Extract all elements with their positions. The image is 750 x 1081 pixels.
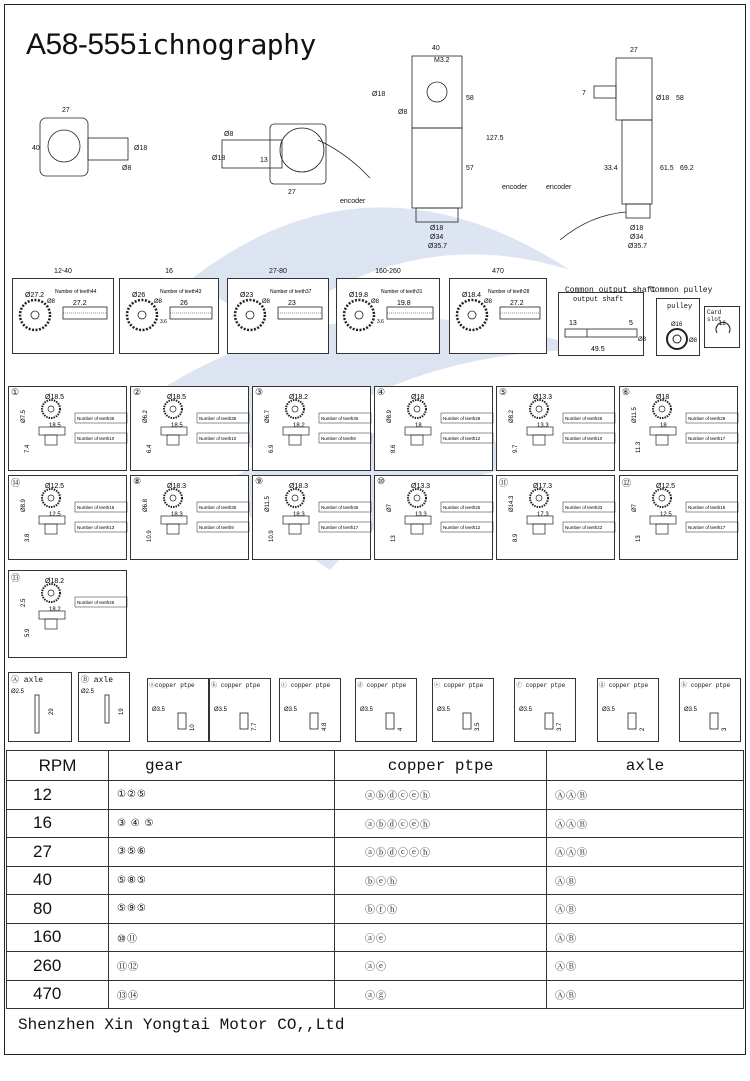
dim-iso-13: 13: [260, 157, 268, 164]
axle-name: Ⓑ axle: [81, 676, 114, 685]
title-suffix: ichnography: [135, 28, 316, 61]
axle-set: ⒶⒶⒷ: [547, 809, 744, 838]
copper-name: ⓖ copper ptpe: [599, 682, 649, 689]
gear-side: 10.9: [147, 530, 153, 542]
small-gear-circle: [286, 489, 304, 507]
gear-teeth-2: Number of teeth9: [199, 525, 234, 530]
output-gear-panel: [12, 278, 114, 354]
gear-teeth-2: Number of teeth22: [565, 525, 603, 530]
rpm-value: 12: [7, 781, 109, 810]
gear-number: ③: [255, 387, 264, 397]
gear-teeth-2: Number of teeth12: [443, 525, 481, 530]
gear-diameter: Ø12.5: [656, 483, 676, 490]
gear-teeth-2: Number of teeth10: [199, 436, 237, 441]
gear-teeth-2: Number of teeth17: [688, 525, 726, 530]
small-gear-panel: [252, 475, 371, 560]
axle-set: ⒶⒷ: [547, 866, 744, 895]
gear-set: ⑩⑪: [109, 923, 335, 952]
encoder-label-front: encoder: [502, 184, 528, 191]
output-gear-panel: [336, 278, 440, 354]
copper-diameter: Ø3.5: [152, 707, 166, 713]
gear-number: ⑨: [255, 476, 264, 486]
gear-diameter: Ø18.2: [289, 394, 309, 401]
axle-length: 29: [49, 708, 55, 715]
dim-front-40: 40: [432, 45, 440, 52]
copper-set: ⓑⓔⓗ: [335, 866, 547, 895]
gear-teeth-2: Number of teeth17: [321, 525, 359, 530]
rpm-value: 260: [7, 952, 109, 981]
gear-side: 10.9: [269, 530, 275, 542]
shaft-dim-d8: Ø8: [638, 337, 647, 343]
gear-teeth-1: Number of teeth35: [199, 416, 237, 421]
card-slot-dim: 12: [719, 321, 726, 327]
small-gear-circle: [164, 400, 182, 418]
gear-hub: Ø7: [387, 503, 393, 512]
copper-tube-panel: [597, 678, 659, 742]
gear-hub: Ø7.5: [21, 409, 27, 423]
gear-teeth-1: Number of teeth25: [443, 505, 481, 510]
copper-tube-panel: [209, 678, 271, 742]
copper-set: ⓐⓔ: [335, 923, 547, 952]
output-gear-rpm-label: 160-260: [375, 268, 401, 275]
gear-length: 23: [288, 300, 296, 307]
pulley-title: Common pulley: [650, 286, 713, 295]
output-gear-rpm-label: 470: [492, 268, 504, 275]
small-gear-circle: [42, 584, 60, 602]
small-gear-panel: [130, 475, 249, 560]
gear-width: 12.5: [660, 512, 672, 518]
gear-shaft: Ø8: [262, 299, 271, 305]
card-slot-label: Card slot: [707, 309, 722, 323]
gear-hub: Ø11.5: [265, 496, 271, 512]
gear-od: Ø26: [132, 292, 146, 299]
shaft-dim-495: 49.5: [591, 346, 605, 353]
small-gear-panel: [374, 386, 493, 471]
copper-tube-panel: [147, 678, 209, 742]
gear-number: ⑬: [11, 573, 21, 583]
gear-diameter: Ø12.5: [45, 483, 65, 490]
iso-shaft: [222, 140, 282, 168]
gear-hub: Ø7: [632, 503, 638, 512]
dim-side-40: 40: [32, 145, 40, 152]
pulley-label: pulley: [667, 303, 693, 311]
gear-hub: Ø8.9: [387, 409, 393, 423]
gear-diameter: Ø18.5: [167, 394, 187, 401]
copper-diameter: Ø3.5: [214, 707, 228, 713]
gear-teeth-2: Number of teeth9: [321, 436, 356, 441]
small-gear-circle: [530, 489, 548, 507]
gear-width: 18.3: [293, 512, 305, 518]
copper-length: 7.7: [252, 722, 258, 731]
gear-diameter: Ø18.5: [45, 394, 65, 401]
gear-width: 12.5: [49, 512, 61, 518]
small-gear-panel: [619, 386, 738, 471]
small-gear-circle: [408, 489, 426, 507]
dim-side-d8: Ø8: [122, 165, 132, 172]
output-gear-panel: [449, 278, 547, 354]
output-gear-panel: [119, 278, 219, 354]
gear-od: Ø18.4: [462, 292, 482, 299]
output-shaft-label: output shaft: [573, 296, 624, 304]
axle-set: ⒶⒶⒷ: [547, 781, 744, 810]
table-row: [7, 781, 744, 810]
table-row: [7, 923, 744, 952]
gear-teeth: Number of teeth28: [488, 289, 530, 295]
gear-teeth-1: Number of teeth35: [321, 505, 359, 510]
gear-hub: Ø8.2: [509, 409, 515, 423]
gear-width: 18: [415, 423, 422, 429]
encoder-label-iso: encoder: [340, 198, 366, 205]
copper-tube-panel: [432, 678, 494, 742]
copper-name: ⓔ copper ptpe: [434, 682, 484, 689]
copper-tube-panel: [279, 678, 341, 742]
gear-set: ⑪⑫: [109, 952, 335, 981]
dim-side2-d34: Ø34: [630, 234, 644, 241]
dim-iso-d8: Ø8: [224, 131, 234, 138]
copper-length: 4.8: [322, 722, 328, 731]
gear-teeth-1: Number of teeth35: [199, 505, 237, 510]
gear-teeth-1: Number of teeth29: [443, 416, 481, 421]
copper-length: 3.5: [475, 722, 481, 731]
dim-side2-d18: Ø18: [656, 95, 670, 102]
rpm-table: [6, 750, 744, 1009]
table-header-row: [7, 751, 744, 781]
dim-side2-d357: Ø35.7: [628, 243, 648, 250]
copper-name: ⓑ copper ptpe: [211, 682, 261, 689]
output-shaft-panel: [558, 292, 647, 356]
card-slot-panel: [704, 306, 740, 348]
small-gear-circle: [42, 400, 60, 418]
copper-diameter: Ø3.5: [519, 707, 533, 713]
dim-side2-7: 7: [582, 90, 586, 97]
gear-height: 3.6: [377, 319, 384, 325]
gear-width: 18.5: [49, 423, 61, 429]
gear-width: 18.2: [49, 607, 61, 613]
small-gear-circle: [653, 400, 671, 418]
output-gear-panel: [227, 278, 329, 354]
gear-length: 26: [180, 300, 188, 307]
rpm-value: 470: [7, 980, 109, 1009]
gear-width: 18: [660, 423, 667, 429]
copper-length: 4: [398, 727, 404, 731]
gear-diameter: Ø13.3: [411, 483, 431, 490]
gear-diameter: Ø13.3: [533, 394, 553, 401]
small-gear-panel: [374, 475, 493, 560]
gear-od: Ø27.2: [25, 292, 45, 299]
axle-panel: [8, 672, 72, 742]
copper-diameter: Ø3.5: [684, 707, 698, 713]
copper-diameter: Ø3.5: [284, 707, 298, 713]
dim-side2-615: 61.5: [660, 165, 674, 172]
gear-side: 9.7: [513, 444, 519, 453]
copper-set: ⓐⓑⓓⓒⓔⓗ: [335, 809, 547, 838]
copper-length: 2: [640, 727, 646, 731]
small-gear-circle: [286, 400, 304, 418]
gear-hub: Ø6.8: [143, 498, 149, 512]
axle-diameter: Ø2.5: [81, 689, 95, 695]
gear-height: 3.6: [160, 319, 167, 325]
small-gear-circle: [530, 400, 548, 418]
gear-diameter: Ø18.3: [167, 483, 187, 490]
copper-name: ⓗ copper ptpe: [681, 682, 731, 689]
header-gear: gear: [109, 751, 335, 781]
copper-set: ⓐⓔ: [335, 952, 547, 981]
gear-number: ④: [377, 387, 386, 397]
gear-teeth-2: Number of teeth13: [77, 525, 115, 530]
dim-front-d357: Ø35.7: [428, 243, 448, 250]
copper-diameter: Ø3.5: [602, 707, 616, 713]
encoder-label-side2: encoder: [546, 184, 572, 191]
gear-teeth-1: Number of teeth29: [688, 416, 726, 421]
gear-width: 18.3: [171, 512, 183, 518]
dim-iso-27: 27: [288, 189, 296, 196]
gear-side: 5.9: [25, 628, 31, 637]
pulley-dim-d16: Ø16: [671, 322, 683, 328]
gear-number: ⑭: [11, 478, 21, 488]
gear-side: 8.9: [513, 533, 519, 542]
gear-teeth-2: Number of teeth17: [688, 436, 726, 441]
dim-front-58: 58: [466, 95, 474, 102]
rpm-value: 40: [7, 866, 109, 895]
gear-teeth-1: Number of teeth35: [77, 416, 115, 421]
gear-hub: Ø6.7: [265, 409, 271, 423]
gear-diameter: Ø17.3: [533, 483, 553, 490]
axle-panel: [78, 672, 130, 742]
small-gear-panel: [496, 386, 615, 471]
gear-teeth-1: Number of teeth25: [77, 600, 115, 605]
company-footer: Shenzhen Xin Yongtai Motor CO,,Ltd: [18, 1016, 345, 1034]
header-rpm: RPM: [7, 751, 109, 781]
gear-teeth: Number of teeth43: [160, 289, 202, 295]
small-gear-panel: [8, 475, 127, 560]
gear-teeth-1: Number of teeth35: [321, 416, 359, 421]
gear-teeth-1: Number of teeth25: [565, 416, 603, 421]
rpm-value: 27: [7, 838, 109, 867]
gear-diameter: Ø18.2: [45, 578, 65, 585]
dim-front-bd18: Ø18: [430, 225, 444, 232]
gear-side: 11.3: [636, 441, 642, 453]
table-row: [7, 980, 744, 1009]
side-view-shaft: [88, 138, 128, 160]
small-gear-panel: [496, 475, 615, 560]
dim-front-d34: Ø34: [430, 234, 444, 241]
gear-teeth-1: Number of teeth16: [688, 505, 726, 510]
gear-teeth-2: Number of teeth10: [565, 436, 603, 441]
dim-front-57: 57: [466, 165, 474, 172]
side-view-body: [40, 118, 88, 176]
gear-side: 6.4: [147, 444, 153, 453]
gear-number: ⑩: [377, 476, 386, 486]
gear-number: ⑪: [499, 478, 509, 488]
axle-diameter: Ø2.5: [11, 689, 25, 695]
output-gear-rpm-label: 16: [165, 268, 173, 275]
axle-set: ⒶⒷ: [547, 895, 744, 924]
gear-side: 7.4: [25, 444, 31, 453]
axle-name: Ⓐ axle: [11, 676, 44, 685]
gear-side: 13: [391, 535, 397, 542]
dim-front-d18: Ø18: [372, 91, 386, 98]
small-gear-panel: [252, 386, 371, 471]
output-gear-rpm-label: 27-80: [269, 268, 287, 275]
gear-set: ①②⑤: [109, 781, 335, 810]
output-shaft-title: Common output shaft: [565, 286, 657, 295]
table-row: [7, 895, 744, 924]
gear-side: 6.9: [269, 444, 275, 453]
gear-width: 18.2: [293, 423, 305, 429]
gear-circle: [235, 300, 265, 330]
copper-name: ⓒ copper ptpe: [281, 682, 331, 689]
copper-tube-panel: [679, 678, 741, 742]
gear-hub: Ø14.3: [509, 495, 515, 512]
gear-set: ⑬⑭: [109, 980, 335, 1009]
gear-hub: Ø11.5: [632, 407, 638, 423]
gear-circle: [457, 300, 487, 330]
dim-front-127: 127.5: [486, 135, 504, 142]
axle-set: ⒶⒶⒷ: [547, 838, 744, 867]
small-gear-panel: [130, 386, 249, 471]
gear-shaft: Ø8: [154, 299, 163, 305]
dim-side-d18: Ø18: [134, 145, 148, 152]
gear-side: 13: [636, 535, 642, 542]
table-row: [7, 809, 744, 838]
gear-circle: [20, 300, 50, 330]
gear-teeth-1: Number of teeth16: [77, 505, 115, 510]
copper-name: ⓕ copper ptpe: [516, 682, 566, 689]
header-copper: copper ptpe: [335, 751, 547, 781]
gear-od: Ø23: [240, 292, 254, 299]
small-gear-panel: [8, 570, 127, 658]
gear-teeth: Number of teeth37: [270, 289, 312, 295]
small-gear-circle: [164, 489, 182, 507]
gear-width: 18.5: [171, 423, 183, 429]
small-gear-circle: [653, 489, 671, 507]
gear-shaft: Ø8: [47, 299, 56, 305]
dim-side2-692: 69.2: [680, 165, 694, 172]
gear-length: 27.2: [73, 300, 87, 307]
dim-side2-58: 58: [676, 95, 684, 102]
gear-side: 8.6: [391, 444, 397, 453]
table-row: [7, 866, 744, 895]
copper-length: 3.7: [557, 722, 563, 731]
pulley-panel: [656, 298, 700, 356]
rpm-value: 80: [7, 895, 109, 924]
gear-number: ⑥: [622, 387, 631, 397]
copper-set: ⓑⓕⓗ: [335, 895, 547, 924]
shaft-dim-13: 13: [569, 320, 577, 327]
copper-name: ⓓ copper ptpe: [357, 682, 407, 689]
axle-set: ⒶⒷ: [547, 980, 744, 1009]
gear-od: Ø19.8: [349, 292, 369, 299]
dim-side2-bd18: Ø18: [630, 225, 644, 232]
small-gear-panel: [8, 386, 127, 471]
dim-side2-334: 33.4: [604, 165, 618, 172]
gear-hub: 2.5: [21, 598, 27, 607]
dim-side-27: 27: [62, 107, 70, 114]
motor-drawings: [0, 0, 750, 260]
pulley-dim-d8: Ø8: [689, 338, 698, 344]
header-axle: axle: [547, 751, 744, 781]
small-gear-circle: [408, 400, 426, 418]
gear-diameter: Ø18: [656, 394, 670, 401]
copper-tube-panel: [355, 678, 417, 742]
copper-length: 10: [190, 724, 196, 731]
shaft-dim-5: 5: [629, 320, 633, 327]
gear-number: ②: [133, 387, 142, 397]
axle-length: 19: [119, 708, 125, 715]
copper-length: 3: [722, 727, 728, 731]
gear-teeth-1: Number of teeth33: [565, 505, 603, 510]
copper-diameter: Ø3.5: [360, 707, 374, 713]
copper-name: ⓐcopper ptpe: [149, 682, 195, 689]
gear-set: ③ ④ ⑤: [109, 809, 335, 838]
copper-set: ⓐⓑⓓⓒⓔⓗ: [335, 781, 547, 810]
gear-set: ③⑤⑥: [109, 838, 335, 867]
rpm-value: 160: [7, 923, 109, 952]
dim-side2-27: 27: [630, 47, 638, 54]
gear-hub: Ø6.2: [143, 409, 149, 423]
gear-number: ⑫: [622, 478, 632, 488]
table-row: [7, 952, 744, 981]
small-gear-panel: [619, 475, 738, 560]
dim-front-d8: Ø8: [398, 109, 408, 116]
model-name: A58-555: [26, 28, 136, 61]
gear-width: 13.3: [415, 512, 427, 518]
gear-number: ⑧: [133, 476, 142, 486]
small-gear-circle: [42, 489, 60, 507]
gear-circle: [127, 300, 157, 330]
gear-number: ①: [11, 387, 20, 397]
copper-set: ⓐⓑⓓⓒⓔⓗ: [335, 838, 547, 867]
copper-diameter: Ø3.5: [437, 707, 451, 713]
copper-tube-panel: [514, 678, 576, 742]
gear-set: ⑤⑧⑤: [109, 866, 335, 895]
gear-teeth-2: Number of teeth10: [77, 436, 115, 441]
gear-side: 3.8: [25, 533, 31, 542]
gear-hub: Ø8.9: [21, 498, 27, 512]
axle-set: ⒶⒷ: [547, 923, 744, 952]
gear-width: 17.3: [537, 512, 549, 518]
gear-teeth-2: Number of teeth12: [443, 436, 481, 441]
rpm-value: 16: [7, 809, 109, 838]
axle-set: ⒶⒷ: [547, 952, 744, 981]
gear-circle: [344, 300, 374, 330]
gear-set: ⑤⑨⑤: [109, 895, 335, 924]
output-gear-rpm-label: 12-40: [54, 268, 72, 275]
gear-number: ⑤: [499, 387, 508, 397]
gear-diameter: Ø18.3: [289, 483, 309, 490]
gear-shaft: Ø8: [484, 299, 493, 305]
table-row: [7, 838, 744, 867]
gear-teeth: Number of teeth31: [381, 289, 423, 295]
gear-length: 19.8: [397, 300, 411, 307]
dim-iso-d18: Ø18: [212, 155, 226, 162]
gear-width: 13.3: [537, 423, 549, 429]
gear-diameter: Ø18: [411, 394, 425, 401]
gear-shaft: Ø8: [371, 299, 380, 305]
gear-teeth: Number of teeth44: [55, 289, 97, 295]
dim-front-m32: M3.2: [434, 57, 450, 64]
copper-set: ⓐⓖ: [335, 980, 547, 1009]
gear-length: 27.2: [510, 300, 524, 307]
